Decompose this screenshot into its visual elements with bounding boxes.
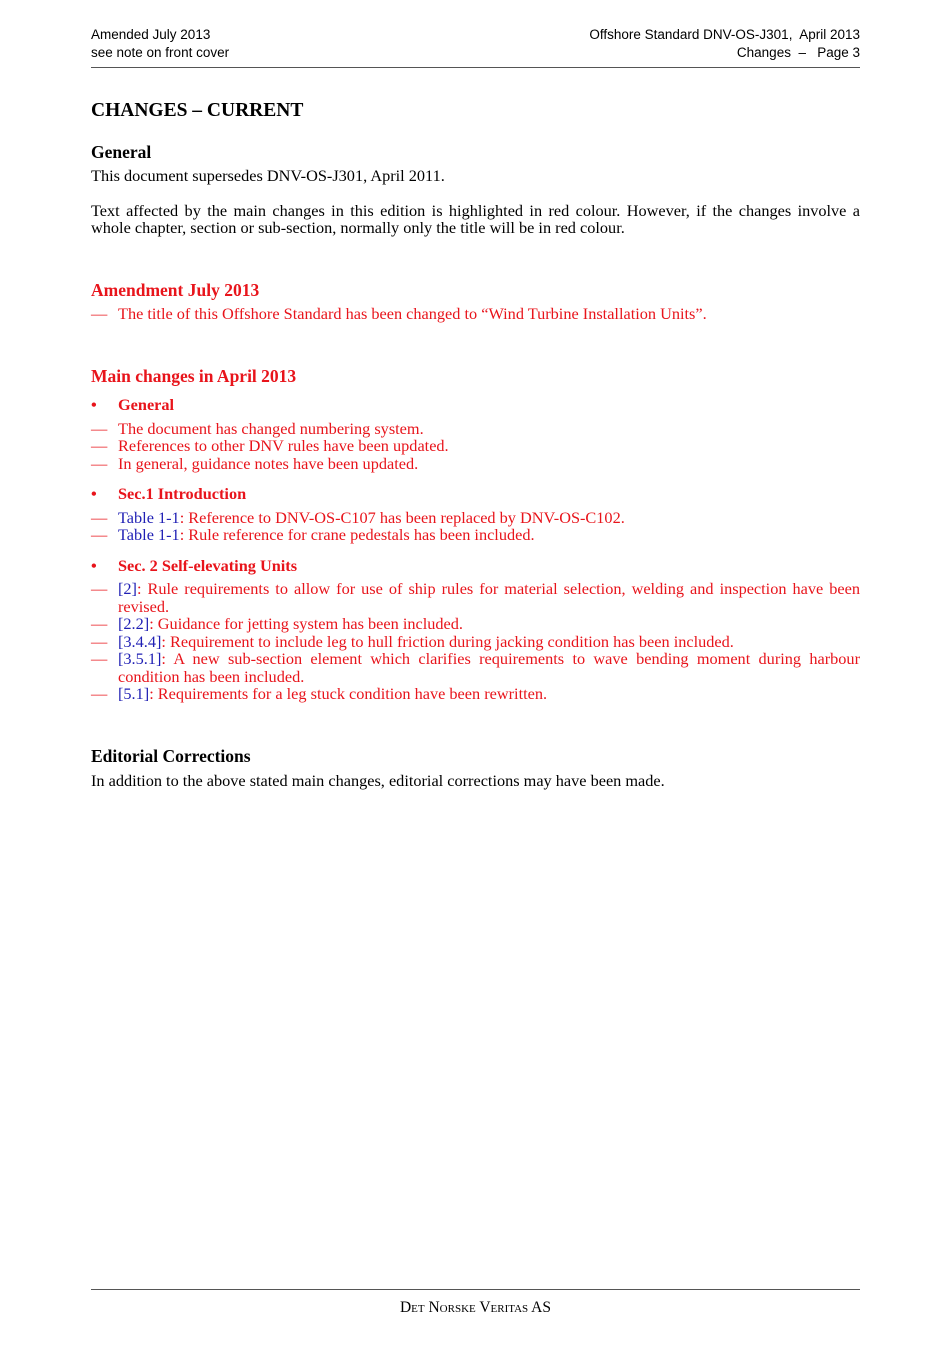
general-group-title [91,396,860,414]
dash-marker: — [91,525,108,544]
list-item [91,437,860,455]
list-item-text: References to other DNV rules have been updated. [118,436,449,455]
footer-divider [91,1289,860,1290]
bullet-marker: • [91,395,97,414]
general-para-2: Text affected by the main changes in this edition is highlighted in red colour. However, if the changes involve a whole chapter, section or sub-section, normally only the title will be in red colour. [91,200,860,237]
list-item-text: In general, guidance notes have been updated. [118,453,419,473]
cross-reference-link[interactable]: [3.5.1] [118,649,162,668]
list-item [91,420,860,438]
dash-marker: — [91,631,108,651]
main-changes-heading: Main changes in April 2013 [91,366,297,386]
dash-marker: — [91,614,108,633]
dash-marker: — [91,303,108,323]
header-divider [91,67,860,68]
general-para-1: This document supersedes DNV-OS-J301, April 2011. [91,166,445,185]
list-item-text: : Reference to DNV-OS-C107 has been replaced by DNV-OS-C102. [179,507,625,527]
list-item [91,685,860,703]
sec1-group-title [91,485,860,503]
amendment-item [91,305,860,323]
dash-marker: — [91,453,108,473]
header-left [91,26,229,62]
list-item-text: : Requirement to include leg to hull friction during jacking condition has been included. [161,631,734,651]
cross-reference-link[interactable]: Table 1-1 [118,525,180,544]
list-item-text: : Requirements for a leg stuck condition have been rewritten. [149,684,548,703]
list-item [91,526,860,544]
list-item-text: The document has changed numbering system. [118,418,424,438]
dash-marker: — [91,507,108,527]
sec2-group-list [91,580,860,703]
page-footer: Det Norske Veritas AS [399,1299,551,1316]
dash-marker: — [91,684,108,703]
list-item-text: : Rule reference for crane pedestals has been included. [179,525,535,544]
list-item [91,650,860,685]
bullet-marker: • [91,484,97,503]
sec1-group-label: Sec.1 Introduction [118,484,247,503]
editorial-heading: Editorial Corrections [91,745,251,766]
cross-reference-link[interactable]: [2] [118,579,137,598]
general-group-list [91,420,860,473]
list-item-text: : Guidance for jetting system has been included. [149,614,463,633]
header-note: see note on front cover [91,45,230,60]
cross-reference-link[interactable]: [2.2] [118,614,150,633]
dash-marker: — [91,579,108,598]
cross-reference-link[interactable]: [3.4.4] [118,631,162,651]
header-page: Changes – Page 3 [736,45,860,60]
list-item [91,580,860,615]
sec2-group-title [91,557,860,575]
document-body [91,98,860,789]
header-right [589,26,860,62]
sec1-group-list [91,509,860,544]
page-title: CHANGES – CURRENT [91,100,304,121]
general-heading: General [91,142,152,162]
header-amended: Amended July 2013 [91,27,211,42]
bullet-marker: • [91,555,97,575]
list-item [91,615,860,633]
cross-reference-link[interactable]: [5.1] [118,684,150,703]
list-item [91,633,860,651]
dash-marker: — [91,649,108,668]
general-group-label: General [118,395,175,414]
list-item-text: : Rule requirements to allow for use of ship rules for material selection, welding and inspection have been revised. [118,579,860,616]
list-item [91,455,860,473]
cross-reference-link[interactable]: Table 1-1 [118,507,180,527]
list-item-text: : A new sub-section element which clarifies requirements to wave bending moment during harbour condition has been included. [118,649,860,686]
editorial-para: In addition to the above stated main changes, editorial corrections may have been made. [91,770,665,790]
list-item [91,509,860,527]
dash-marker: — [91,436,108,455]
sec2-group-label: Sec. 2 Self-elevating Units [118,555,298,575]
header-standard: Offshore Standard DNV-OS-J301, April 2013 [589,27,860,42]
dash-marker: — [91,418,108,438]
amendment-heading: Amendment July 2013 [91,279,260,300]
amendment-text: The title of this Offshore Standard has been changed to “Wind Turbine Installation Units”. [118,303,707,323]
